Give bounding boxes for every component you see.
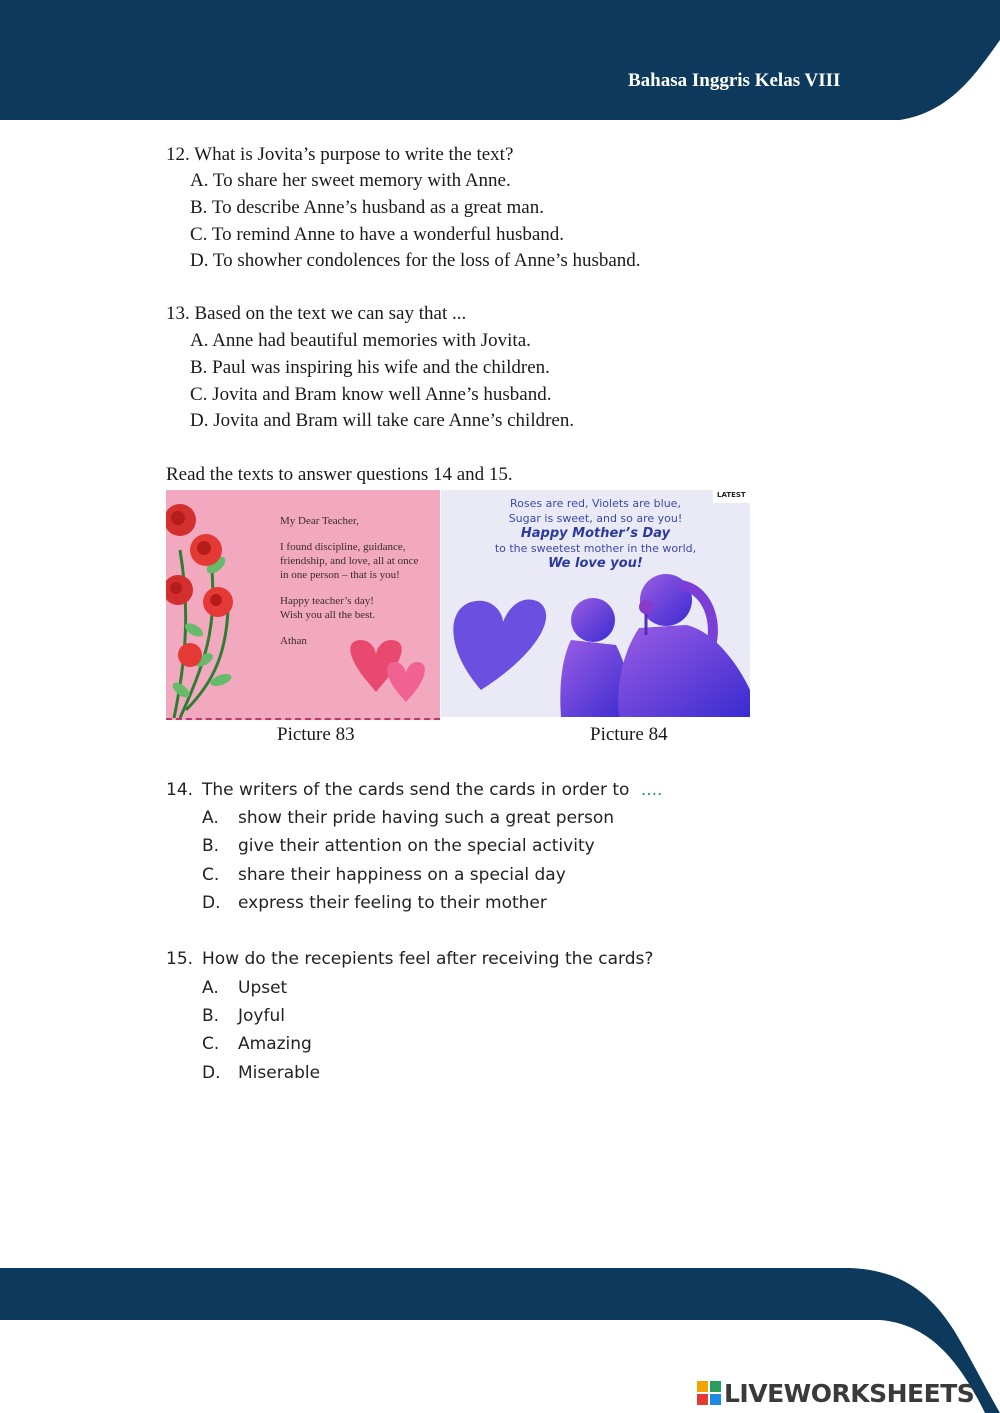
question-14-number: 14.: [166, 780, 194, 800]
question-15-number: 15.: [166, 949, 194, 969]
teacher-card-image: [166, 490, 440, 720]
question-14-letter-a: A.: [202, 808, 219, 828]
header-band: [0, 0, 1000, 122]
question-12-stem: 12. What is Jovita’s purpose to write the text?: [166, 144, 514, 165]
latest-badge: LATEST: [717, 491, 746, 499]
question-15-letter-a: A.: [202, 978, 219, 998]
mothers-day-card-image: [441, 490, 750, 717]
question-15-letter-c: C.: [202, 1034, 220, 1054]
question-14-stem-row: [202, 776, 662, 804]
question-15-letter-b: B.: [202, 1006, 220, 1026]
mothers-card-line: Roses are red, Violets are blue,: [510, 497, 681, 510]
teacher-card-line: Wish you all the best.: [280, 609, 376, 621]
question-14-option-a: show their pride having such a great person: [238, 808, 615, 828]
question-15-stem: How do the recepients feel after receiving the cards?: [202, 949, 654, 969]
question-15-option-c: Amazing: [238, 1034, 312, 1054]
liveworksheets-logo-icon: [697, 1381, 721, 1405]
question-15-option-b: Joyful: [238, 1006, 285, 1026]
question-14-option-b: give their attention on the special activity: [238, 836, 595, 856]
mothers-card-line: Sugar is sweet, and so are you!: [508, 512, 683, 525]
teacher-card-line: friendship, and love, all at once: [280, 555, 419, 567]
question-13-option-a: A. Anne had beautiful memories with Jovita.: [190, 330, 531, 351]
question-15-option-d: Miserable: [238, 1063, 321, 1083]
mothers-card-closing: We love you!: [548, 556, 643, 571]
question-12-option-b: B. To describe Anne’s husband as a great man.: [190, 197, 544, 218]
question-13-option-c: C. Jovita and Bram know well Anne’s husband.: [190, 384, 552, 405]
liveworksheets-logo[interactable]: [697, 1376, 974, 1410]
mothers-card-line: to the sweetest mother in the world,: [494, 542, 697, 555]
question-14-option-d: express their feeling to their mother: [238, 893, 547, 913]
mothers-card-heading: Happy Mother’s Day: [520, 526, 671, 541]
question-14-dots: ....: [640, 780, 663, 800]
teacher-card-line: I found discipline, guidance,: [280, 541, 406, 553]
question-13-option-d: D. Jovita and Bram will take care Anne’s children.: [190, 410, 575, 431]
caption-picture-84: Picture 84: [590, 724, 668, 745]
question-13-stem: 13. Based on the text we can say that ...: [166, 303, 467, 324]
question-14-letter-b: B.: [202, 836, 220, 856]
question-15-option-a: Upset: [238, 978, 288, 998]
question-14-letter-c: C.: [202, 865, 220, 885]
question-13-option-b: B. Paul was inspiring his wife and the children.: [190, 357, 550, 378]
question-12-option-a: A. To share her sweet memory with Anne.: [190, 170, 511, 191]
question-14-stem: The writers of the cards send the cards in order to: [202, 780, 630, 800]
question-12-option-d: D. To showher condolences for the loss of Anne’s husband.: [190, 250, 641, 271]
liveworksheets-logo-text: LIVEWORKSHEETS: [724, 1378, 975, 1408]
question-14-letter-d: D.: [202, 893, 221, 913]
caption-picture-83: Picture 83: [277, 724, 355, 745]
teacher-card-line: Happy teacher’s day!: [280, 595, 374, 607]
teacher-card-line: My Dear Teacher,: [280, 515, 359, 527]
instruction-text: Read the texts to answer questions 14 and 15.: [166, 464, 513, 485]
question-12-option-c: C. To remind Anne to have a wonderful husband.: [190, 224, 565, 245]
header-title: Bahasa Inggris Kelas VIII: [628, 70, 841, 91]
teacher-card-signature: Athan: [280, 635, 307, 647]
teacher-card-line: in one person – that is you!: [280, 569, 400, 581]
question-14-option-c: share their happiness on a special day: [238, 865, 566, 885]
question-15-letter-d: D.: [202, 1063, 221, 1083]
